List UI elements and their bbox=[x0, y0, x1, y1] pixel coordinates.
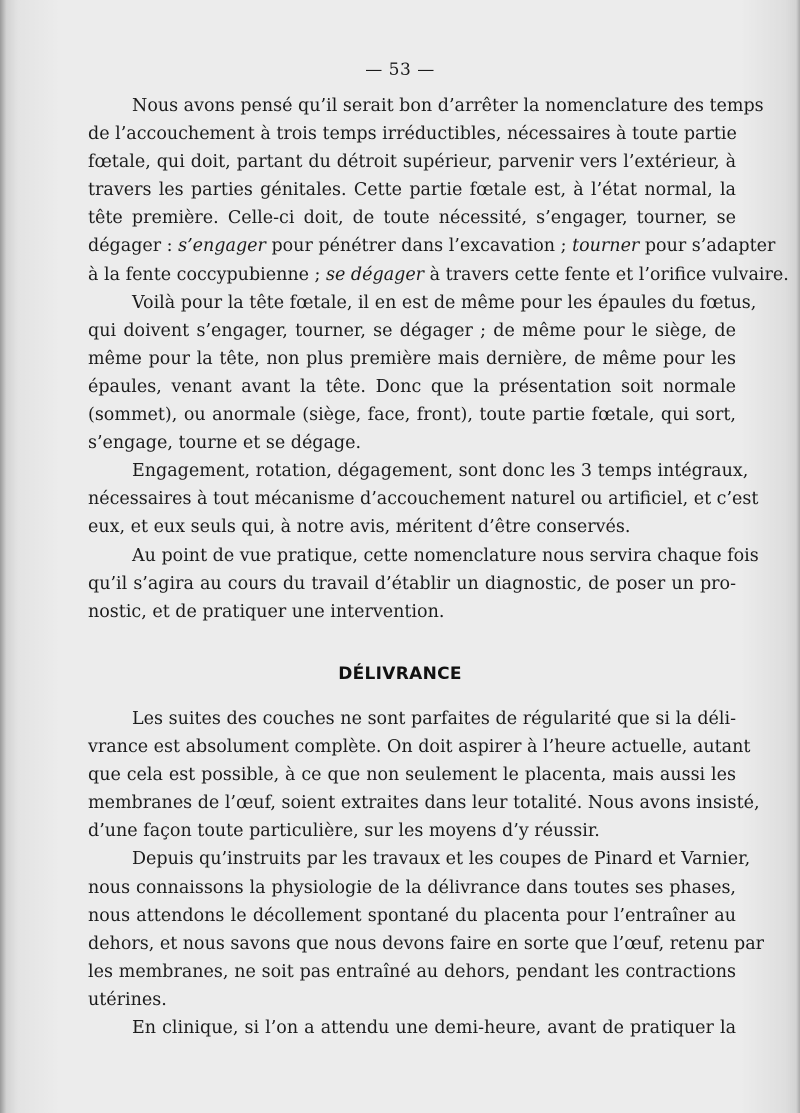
text-line: dehors, et nous savons que nous devons faire en sorte que l’œuf, retenu par bbox=[88, 933, 765, 954]
text-line: qui doivent s’engager, tourner, se dégager ; de même pour le siège, de bbox=[88, 320, 736, 341]
text-line: travers les parties génitales. Cette partie fœtale est, à l’état normal, la bbox=[88, 180, 736, 201]
text-line: nécessaires à tout mécanisme d’accouchement naturel ou artificiel, et c’est bbox=[88, 489, 759, 510]
text-line: fœtale, qui doit, partant du détroit supérieur, parvenir vers l’extérieur, à bbox=[88, 152, 736, 173]
text-line: s’engage, tourne et se dégage. bbox=[88, 433, 362, 454]
text-line: qu’il s’agira au cours du travail d’établir un diagnostic, de poser un pro- bbox=[88, 573, 736, 594]
text-run: pour pénétrer dans l’excavation ; bbox=[265, 236, 573, 257]
text-run: à la fente coccypubienne ; bbox=[88, 264, 327, 285]
text-line: Au point de vue pratique, cette nomenclature nous servira chaque fois bbox=[132, 545, 759, 566]
text-line: nostic, et de pratiquer une intervention. bbox=[88, 601, 445, 622]
text-line: Depuis qu’instruits par les travaux et les coupes de Pinard et Varnier, bbox=[132, 849, 751, 870]
text-line: membranes de l’œuf, soient extraites dans leur totalité. Nous avons insisté, bbox=[88, 793, 760, 814]
italic-term: se dégager bbox=[326, 264, 425, 285]
text-line: Les suites des couches ne sont parfaites de régularité que si la déli- bbox=[132, 709, 736, 729]
text-line: eux, et eux seuls qui, à notre avis, méritent d’être conservés. bbox=[88, 517, 631, 538]
italic-term: s’engager bbox=[178, 236, 266, 257]
body-text-before-heading bbox=[88, 92, 789, 626]
text-line: (sommet), ou anormale (siège, face, front), toute partie fœtale, qui sort, bbox=[88, 405, 736, 426]
page-edge-shadow bbox=[796, 0, 800, 1113]
text-line: d’une façon toute particulière, sur les moyens d’y réussir. bbox=[88, 821, 600, 842]
text-line: vrance est absolument complète. On doit aspirer à l’heure actuelle, autant bbox=[88, 737, 751, 758]
text-line: que cela est possible, à ce que non seulement le placenta, mais aussi les bbox=[88, 765, 736, 786]
text-line: En clinique, si l’on a attendu une demi-heure, avant de pratiquer la bbox=[132, 1018, 736, 1039]
text-run: pour s’adapter bbox=[639, 236, 776, 257]
text-line: Engagement, rotation, dégagement, sont donc les 3 temps intégraux, bbox=[132, 461, 749, 482]
text-run: dégager : bbox=[88, 236, 179, 257]
text-line: tête première. Celle-ci doit, de toute nécessité, s’engager, tourner, se bbox=[88, 208, 736, 229]
text-line: Nous avons pensé qu’il serait bon d’arrêter la nomenclature des temps bbox=[132, 96, 764, 116]
text-line: utérines. bbox=[88, 989, 167, 1010]
text-line: de l’accouchement à trois temps irréductibles, nécessaires à toute partie bbox=[88, 124, 737, 145]
section-heading: DÉLIVRANCE bbox=[338, 664, 462, 684]
text-line: nous attendons le décollement spontané du placenta pour l’entraîner au bbox=[88, 905, 736, 926]
text-line bbox=[88, 232, 776, 260]
body-text-after-heading bbox=[88, 705, 765, 1042]
italic-term: tourner bbox=[572, 236, 640, 257]
text-run: à travers cette fente et l’orifice vulvaire. bbox=[424, 264, 789, 285]
page-gutter-shadow bbox=[0, 0, 6, 1113]
text-line bbox=[88, 261, 789, 289]
page-number: — 53 — bbox=[365, 60, 435, 80]
text-line: nous connaissons la physiologie de la délivrance dans toutes ses phases, bbox=[88, 877, 736, 898]
text-line: Voilà pour la tête fœtale, il en est de même pour les épaules du fœtus, bbox=[132, 292, 757, 313]
text-line: même pour la tête, non plus première mais dernière, de même pour les bbox=[88, 348, 736, 369]
text-line: les membranes, ne soit pas entraîné au dehors, pendant les contractions bbox=[88, 961, 736, 982]
text-line: épaules, venant avant la tête. Donc que la présentation soit normale bbox=[88, 376, 736, 397]
